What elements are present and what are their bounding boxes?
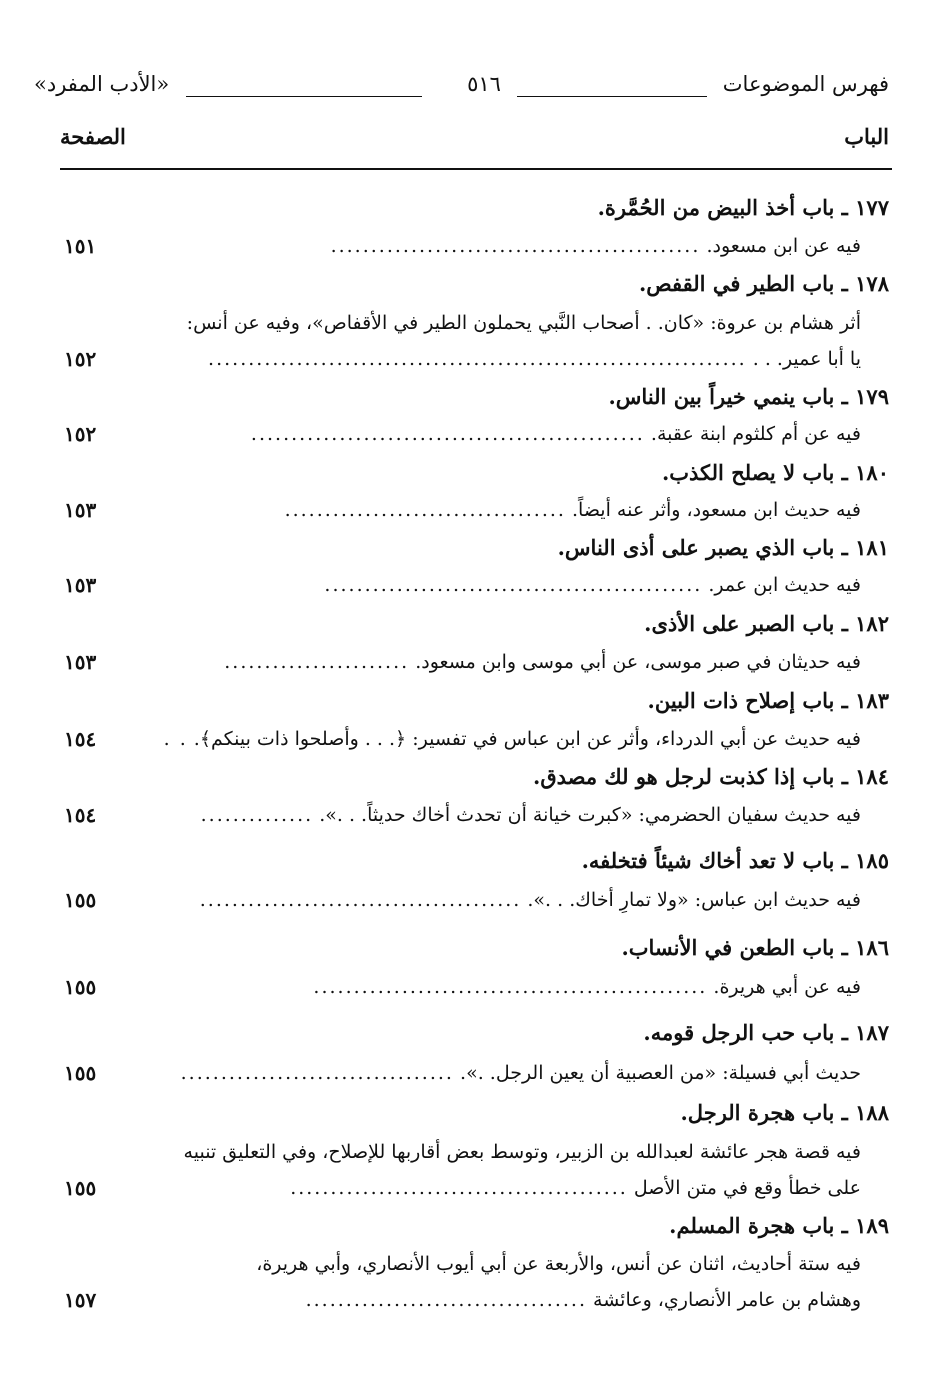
entry-page-number: ١٥٥ bbox=[64, 1176, 97, 1200]
running-head-title: فهرس الموضوعات bbox=[722, 72, 889, 96]
page-number: ٥١٦ bbox=[467, 72, 501, 96]
entry-page-number: ١٥٥ bbox=[64, 975, 97, 999]
entry-page-number: ١٥٢ bbox=[64, 347, 97, 371]
entry-page-number: ١٥١ bbox=[64, 234, 97, 258]
entry-description: فيه حديث سفيان الحضرمي: «كبرت خيانة أن تحدث أخاك حديثاً. . .». .............. bbox=[200, 804, 861, 826]
entry-page-number: ١٥٣ bbox=[64, 650, 97, 674]
entry-description: فيه حديث ابن مسعود، وأثر عنه أيضاً. ................................... bbox=[284, 499, 861, 521]
chapter-column-label: الباب bbox=[844, 124, 889, 149]
entry-page-number: ١٥٥ bbox=[64, 1061, 97, 1085]
entry-title: ١٨٥ ـ باب لا تعد أخاك شيئاً فتخلفه. bbox=[581, 848, 889, 873]
entry-title: ١٨٧ ـ باب حب الرجل قومه. bbox=[643, 1020, 889, 1045]
entry-title: ١٨٣ ـ باب إصلاح ذات البين. bbox=[647, 688, 889, 713]
header-rule bbox=[517, 96, 707, 97]
entry-page-number: ١٥٢ bbox=[64, 422, 97, 446]
entry-page-number: ١٥٥ bbox=[64, 888, 97, 912]
entry-description: يا أبا عمير. . . ................................................................... bbox=[208, 348, 861, 370]
entry-description: على خطأ وقع في متن الأصل .......................................... bbox=[290, 1177, 861, 1199]
entry-title: ١٨٦ ـ باب الطعن في الأنساب. bbox=[621, 935, 889, 960]
running-head-book: «الأدب المفرد» bbox=[34, 72, 170, 96]
entry-page-number: ١٥٣ bbox=[64, 498, 97, 522]
entry-description: فيه ستة أحاديث، اثنان عن أنس، والأربعة عن أبي أيوب الأنصاري، وأبي هريرة، bbox=[256, 1253, 861, 1275]
entry-description: حديث أبي فسيلة: «من العصبية أن يعين الرجل. .». .................................. bbox=[180, 1062, 861, 1084]
entry-description: فيه حديث عن أبي الدرداء، وأثر عن ابن عباس في تفسير: ﴿. . . وأصلحوا ذات بينكم﴾. . . bbox=[163, 728, 861, 750]
entry-description: فيه عن أبي هريرة. ................................................. bbox=[313, 976, 861, 998]
entry-title: ١٧٧ ـ باب أخذ البيض من الحُمَّرة. bbox=[597, 195, 889, 220]
entry-description: وهشام بن عامر الأنصاري، وعائشة ................................... bbox=[305, 1289, 861, 1311]
header-divider bbox=[60, 168, 892, 170]
entry-page-number: ١٥٣ bbox=[64, 573, 97, 597]
entry-title: ١٨١ ـ باب الذي يصبر على أذى الناس. bbox=[557, 535, 889, 560]
entry-page-number: ١٥٤ bbox=[64, 803, 97, 827]
entry-page-number: ١٥٤ bbox=[64, 727, 97, 751]
entry-title: ١٨٨ ـ باب هجرة الرجل. bbox=[680, 1100, 889, 1125]
entry-description: فيه قصة هجر عائشة لعبدالله بن الزبير، وتوسط بعض أقاربها للإصلاح، وفي التعليق تنبيه bbox=[183, 1141, 861, 1163]
entry-title: ١٨٢ ـ باب الصبر على الأذى. bbox=[644, 611, 889, 636]
entry-description: فيه حديث ابن عباس: «ولا تمارِ أخاك. . .». ........................................ bbox=[199, 889, 861, 911]
entry-title: ١٧٩ ـ باب ينمي خيراً بين الناس. bbox=[608, 384, 889, 409]
entry-page-number: ١٥٧ bbox=[64, 1288, 97, 1312]
entry-description: أثر هشام بن عروة: «كان. . أصحاب النَّبي يحملون الطير في الأقفاص»، وفيه عن أنس: bbox=[186, 312, 861, 334]
page-column-label: الصفحة bbox=[60, 124, 126, 149]
header-rule bbox=[186, 96, 422, 97]
entry-title: ١٨٤ ـ باب إذا كذبت لرجل هو لك مصدق. bbox=[533, 764, 889, 789]
entry-title: ١٨٠ ـ باب لا يصلح الكذب. bbox=[661, 460, 889, 485]
entry-description: فيه حديثان في صبر موسى، عن أبي موسى وابن مسعود. ....................... bbox=[224, 651, 861, 673]
entry-description: فيه عن ابن مسعود. .............................................. bbox=[330, 235, 861, 257]
entry-description: فيه عن أم كلثوم ابنة عقبة. ................................................. bbox=[250, 423, 861, 445]
entry-title: ١٨٩ ـ باب هجرة المسلم. bbox=[669, 1213, 889, 1238]
entry-title: ١٧٨ ـ باب الطير في القفص. bbox=[638, 271, 889, 296]
entry-description: فيه حديث ابن عمر. ............................................... bbox=[324, 574, 861, 596]
